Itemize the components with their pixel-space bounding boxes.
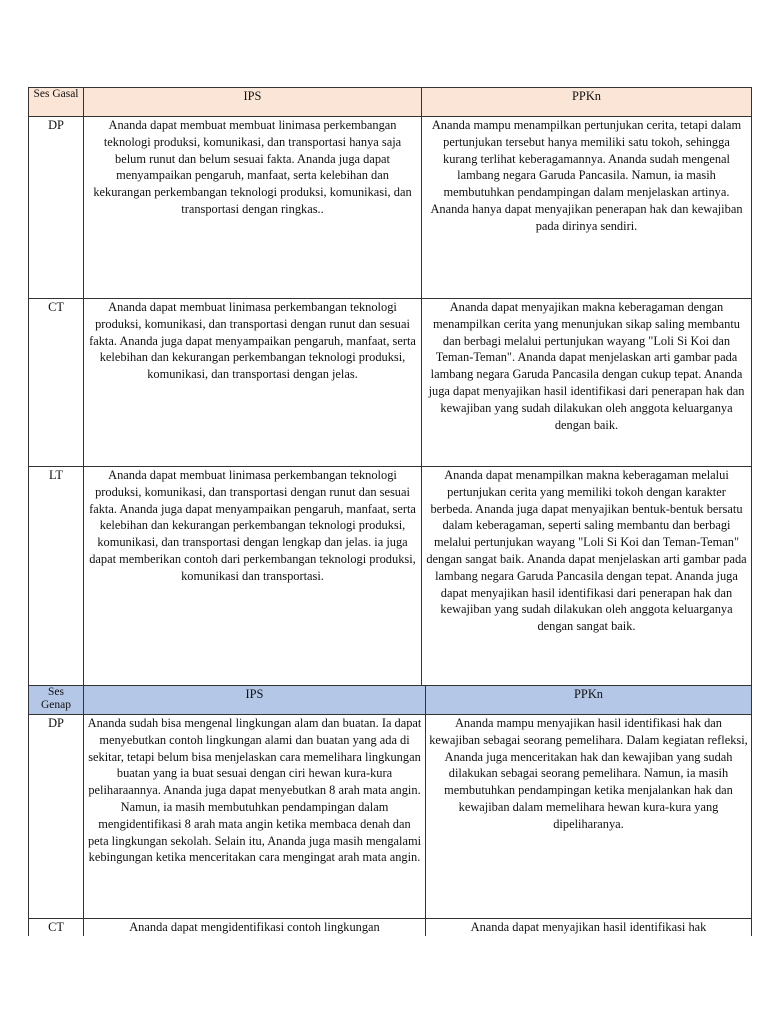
ppkn-description: Ananda mampu menyajikan hasil identifikasi hak dan kewajiban sebagai seorang pemelihara. Dalam kegiatan refleksi, Ananda juga menceritakan hak dan kewajiban yang sudah dilakukan sebagai seorang pemelihara. Namun, ia masih membutuhkan pendampingan ketika menjalankan hak dan kewajiban dalam memelihara hewan kura-kura yang dipeliharanya. xyxy=(426,715,752,919)
ips-header: IPS xyxy=(84,686,426,715)
level-label: CT xyxy=(29,299,84,467)
ips-description: Ananda dapat membuat linimasa perkembangan teknologi produksi, komunikasi, dan transportasi dengan runut dan sesuai fakta. Ananda juga dapat menyampaikan pengaruh, manfaat, serta kelebihan dan kekurangan perkembangan teknologi produksi, komunikasi, dan transportasi dengan jelas. xyxy=(84,299,422,467)
ips-description: Ananda sudah bisa mengenal lingkungan alam dan buatan. Ia dapat menyebutkan contoh lingkungan alami dan buatan yang ada di sekitar, tetapi belum bisa menjelaskan cara memelihara lingkungan buatan yang ia buat sesuai dengan ciri hewan kura-kura peliharaannya. Ananda juga dapat menyebutkan 8 arah mata angin. Namun, ia masih membutuhkan pendampingan dalam mengidentifikasi 8 arah mata angin ketika membaca denah dan peta lingkungan sekolah. Selain itu, Ananda juga masih mengalami kebingungan ketika menceritakan cara mengingat arah mata angin. xyxy=(84,715,426,919)
ips-description: Ananda dapat membuat membuat linimasa perkembangan teknologi produksi, komunikasi, dan transportasi hanya saja belum runut dan belum sesuai fakta. Ananda juga dapat menyampaikan pengaruh, manfaat, serta kelebihan dan kekurangan perkembangan teknologi produksi, komunikasi, dan transportasi dengan ringkas.. xyxy=(84,117,422,299)
page-cutoff xyxy=(0,936,768,1024)
level-label: LT xyxy=(29,467,84,688)
ips-header: IPS xyxy=(84,88,422,117)
table-row xyxy=(29,117,752,299)
table-row xyxy=(29,467,752,688)
table-row xyxy=(29,299,752,467)
ppkn-header: PPKn xyxy=(422,88,752,117)
semester-header: Ses Gasal xyxy=(29,88,84,117)
ppkn-description: Ananda dapat menyajikan hasil identifikasi hak xyxy=(426,919,752,937)
ppkn-description: Ananda mampu menampilkan pertunjukan cerita, tetapi dalam pertunjukan tersebut hanya memiliki satu tokoh, sehingga kurang terlihat keberagamannya. Ananda sudah mengenal lambang negara Garuda Pancasila. Namun, ia masih membutuhkan pendampingan dalam menjelaskan artinya. Ananda hanya dapat menyajikan penerapan hak dan kewajiban pada dirinya sendiri. xyxy=(422,117,752,299)
ips-description: Ananda dapat membuat linimasa perkembangan teknologi produksi, komunikasi, dan transportasi dengan runut dan sesuai fakta. Ananda juga dapat menyampaikan pengaruh, manfaat, serta kelebihan dan kekurangan perkembangan teknologi produksi, komunikasi, dan transportasi dengan lengkap dan jelas. ia juga dapat memberikan contoh dari perkembangan teknologi produksi, komunikasi dan transportasi. xyxy=(84,467,422,688)
report-table-gasal xyxy=(28,87,752,688)
level-label: DP xyxy=(29,715,84,919)
level-label: DP xyxy=(29,117,84,299)
table-row xyxy=(29,919,752,937)
table-header-row xyxy=(29,686,752,715)
ips-description: Ananda dapat mengidentifikasi contoh lingkungan xyxy=(84,919,426,937)
ppkn-description: Ananda dapat menyajikan makna keberagaman dengan menampilkan cerita yang menunjukan sikap saling membantu dan berbagi melalui pertunjukan wayang "Loli Si Koi dan Teman-Teman". Ananda dapat menjelaskan arti gambar pada lambang negara Garuda Pancasila dengan cukup tepat. Ananda juga dapat menyajikan hasil identifikasi dari penerapan hak dan kewajiban yang sudah dilakukan oleh anggota keluarganya dengan baik. xyxy=(422,299,752,467)
ppkn-description: Ananda dapat menampilkan makna keberagaman melalui pertunjukan cerita yang memiliki tokoh dengan karakter berbeda. Ananda juga dapat menyajikan bentuk-bentuk bersatu dalam keberagaman, seperti saling membantu dan berbagi melalui pertunjukan wayang "Loli Si Koi dan Teman-Teman" dengan sangat baik. Ananda dapat menjelaskan arti gambar pada lambang negara Garuda Pancasila dengan tepat. Ananda juga dapat menyajikan hasil identifikasi dari penerapan hak dan kewajiban yang sudah dilakukan oleh anggota keluarganya dengan sangat baik. xyxy=(422,467,752,688)
table-header-row xyxy=(29,88,752,117)
table-row xyxy=(29,715,752,919)
level-label: CT xyxy=(29,919,84,937)
ppkn-header: PPKn xyxy=(426,686,752,715)
report-table-genap xyxy=(28,685,752,937)
semester-header: Ses Genap xyxy=(29,686,84,715)
